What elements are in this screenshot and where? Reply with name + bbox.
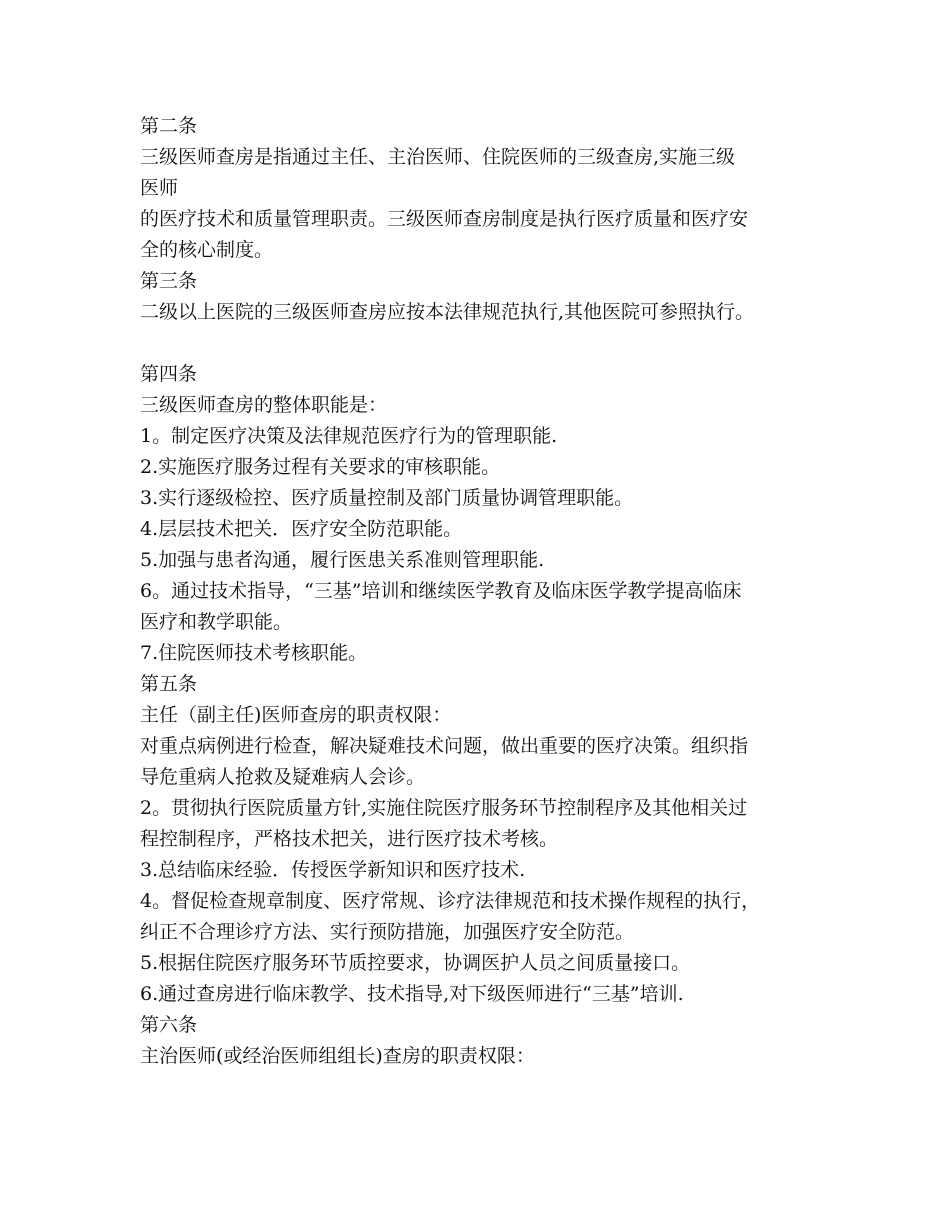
document-page [140,111,820,1072]
text-line: 2。贯彻执行医院质量方针,实施住院医疗服务环节控制程序及其他相关过 [140,797,748,819]
text-line: 4。督促检查规章制度、医疗常规、诊疗法律规范和技术操作规程的执行， [140,890,761,912]
text-line: 医师 [140,177,179,199]
text-line: 三级医师查房的整体职能是： [140,394,388,416]
text-line: 1。制定医疗决策及法律规范医疗行为的管理职能. [140,425,558,447]
text-line: 3.实行逐级检控、医疗质量控制及部门质量协调管理职能。 [140,487,634,509]
text-line: 的医疗技术和质量管理职责。三级医师查房制度是执行医疗质量和医疗安 [140,208,749,230]
text-line: 第二条 [140,115,198,137]
text-line: 医疗和教学职能。 [140,611,293,633]
text-line: 主治医师(或经治医师组组长)查房的职责权限： [140,1045,535,1067]
text-line: 4.层层技术把关．医疗安全防范职能。 [140,518,463,540]
text-line: 三级医师查房是指通过主任、主治医师、住院医师的三级查房,实施三级 [140,146,736,168]
text-line: 对重点病例进行检查，解决疑难技术问题，做出重要的医疗决策。组织指 [140,735,749,757]
text-line: 主任（副主任)医师查房的职责权限： [140,704,452,726]
text-line: 2.实施医疗服务过程有关要求的审核职能。 [140,456,501,478]
text-line: 第三条 [140,270,198,292]
text-line: 第六条 [140,1014,198,1036]
text-line: 第五条 [140,673,198,695]
text-line: 纠正不合理诊疗方法、实行预防措施，加强医疗安全防范。 [140,921,635,943]
text-line: 5.加强与患者沟通，履行医患关系准则管理职能. [140,549,545,571]
text-line: 程控制程序，严格技术把关，进行医疗技术考核。 [140,828,559,850]
text-line: 二级以上医院的三级医师查房应按本法律规范执行,其他医院可参照执行。 [140,301,755,323]
blank-line [140,328,820,359]
text-line: 3.总结临床经验．传授医学新知识和医疗技术. [140,859,526,881]
text-line: 6.通过查房进行临床教学、技术指导,对下级医师进行“三基”培训. [140,983,684,1005]
text-line: 6。通过技术指导，“三基”培训和继续医学教育及临床医学教学提高临床 [140,580,742,602]
text-line: 第四条 [140,363,198,385]
text-line: 7.住院医师技术考核职能。 [140,642,368,664]
text-line: 5.根据住院医疗服务环节质控要求，协调医护人员之间质量接口。 [140,952,691,974]
text-line: 导危重病人抢救及疑难病人会诊。 [140,766,426,788]
text-line: 全的核心制度。 [140,239,274,261]
